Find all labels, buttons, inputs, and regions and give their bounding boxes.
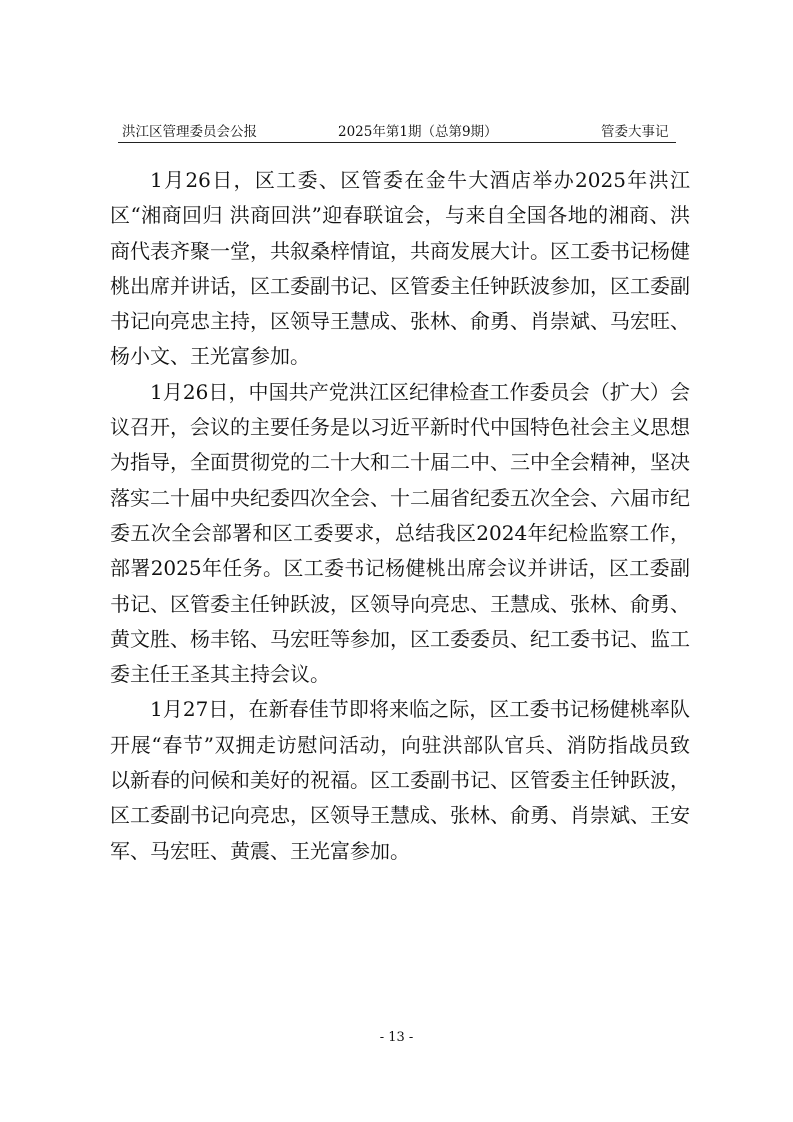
header-issue-number: 2025年第1期（总第9期） — [338, 124, 498, 140]
page-number: - 13 - — [379, 1030, 414, 1045]
running-header — [118, 118, 676, 143]
paragraph-1: 1月26日，区工委、区管委在金牛大酒店举办2025年洪江区“湘商回归 洪商回洪”迎春联谊会，与来自全国各地的湘商、洪商代表齐聚一堂，共叙桑梓情谊，共商发展大计。区工委书记杨健桃出席并讲话，区工委副书记、区管委主任钟跃波参加，区工委副书记向亮忠主持，区领导王慧成、张林、俞勇、肖崇斌、马宏旺、杨小文、王光富参加。 — [110, 168, 690, 369]
header-publication-title: 洪江区管理委员会公报 — [122, 124, 257, 140]
paragraph-2: 1月26日，中国共产党洪江区纪律检查工作委员会（扩大）会议召开，会议的主要任务是以习近平新时代中国特色社会主义思想为指导，全面贯彻党的二十大和二十届二中、三中全会精神，坚决落实二十届中央纪委四次全会、十二届省纪委五次全会、六届市纪委五次全会部署和区工委要求，总结我区2024年纪检监察工作，部署2025年任务。区工委书记杨健桃出席会议并讲话，区工委副书记、区管委主任钟跃波，区领导向亮忠、王慧成、张林、俞勇、黄文胜、杨丰铭、马宏旺等参加，区工委委员、纪工委书记、监工委主任王圣其主持会议。 — [110, 379, 690, 687]
paragraph-3: 1月27日，在新春佳节即将来临之际，区工委书记杨健桃率队开展“春节”双拥走访慰问活动，向驻洪部队官兵、消防指战员致以新春的问候和美好的祝福。区工委副书记、区管委主任钟跃波，区工委副书记向亮忠，区领导王慧成、张林、俞勇、肖崇斌、王安军、马宏旺、黄震、王光富参加。 — [110, 697, 690, 863]
header-section-title: 管委大事记 — [601, 124, 669, 140]
article-body — [110, 163, 690, 869]
